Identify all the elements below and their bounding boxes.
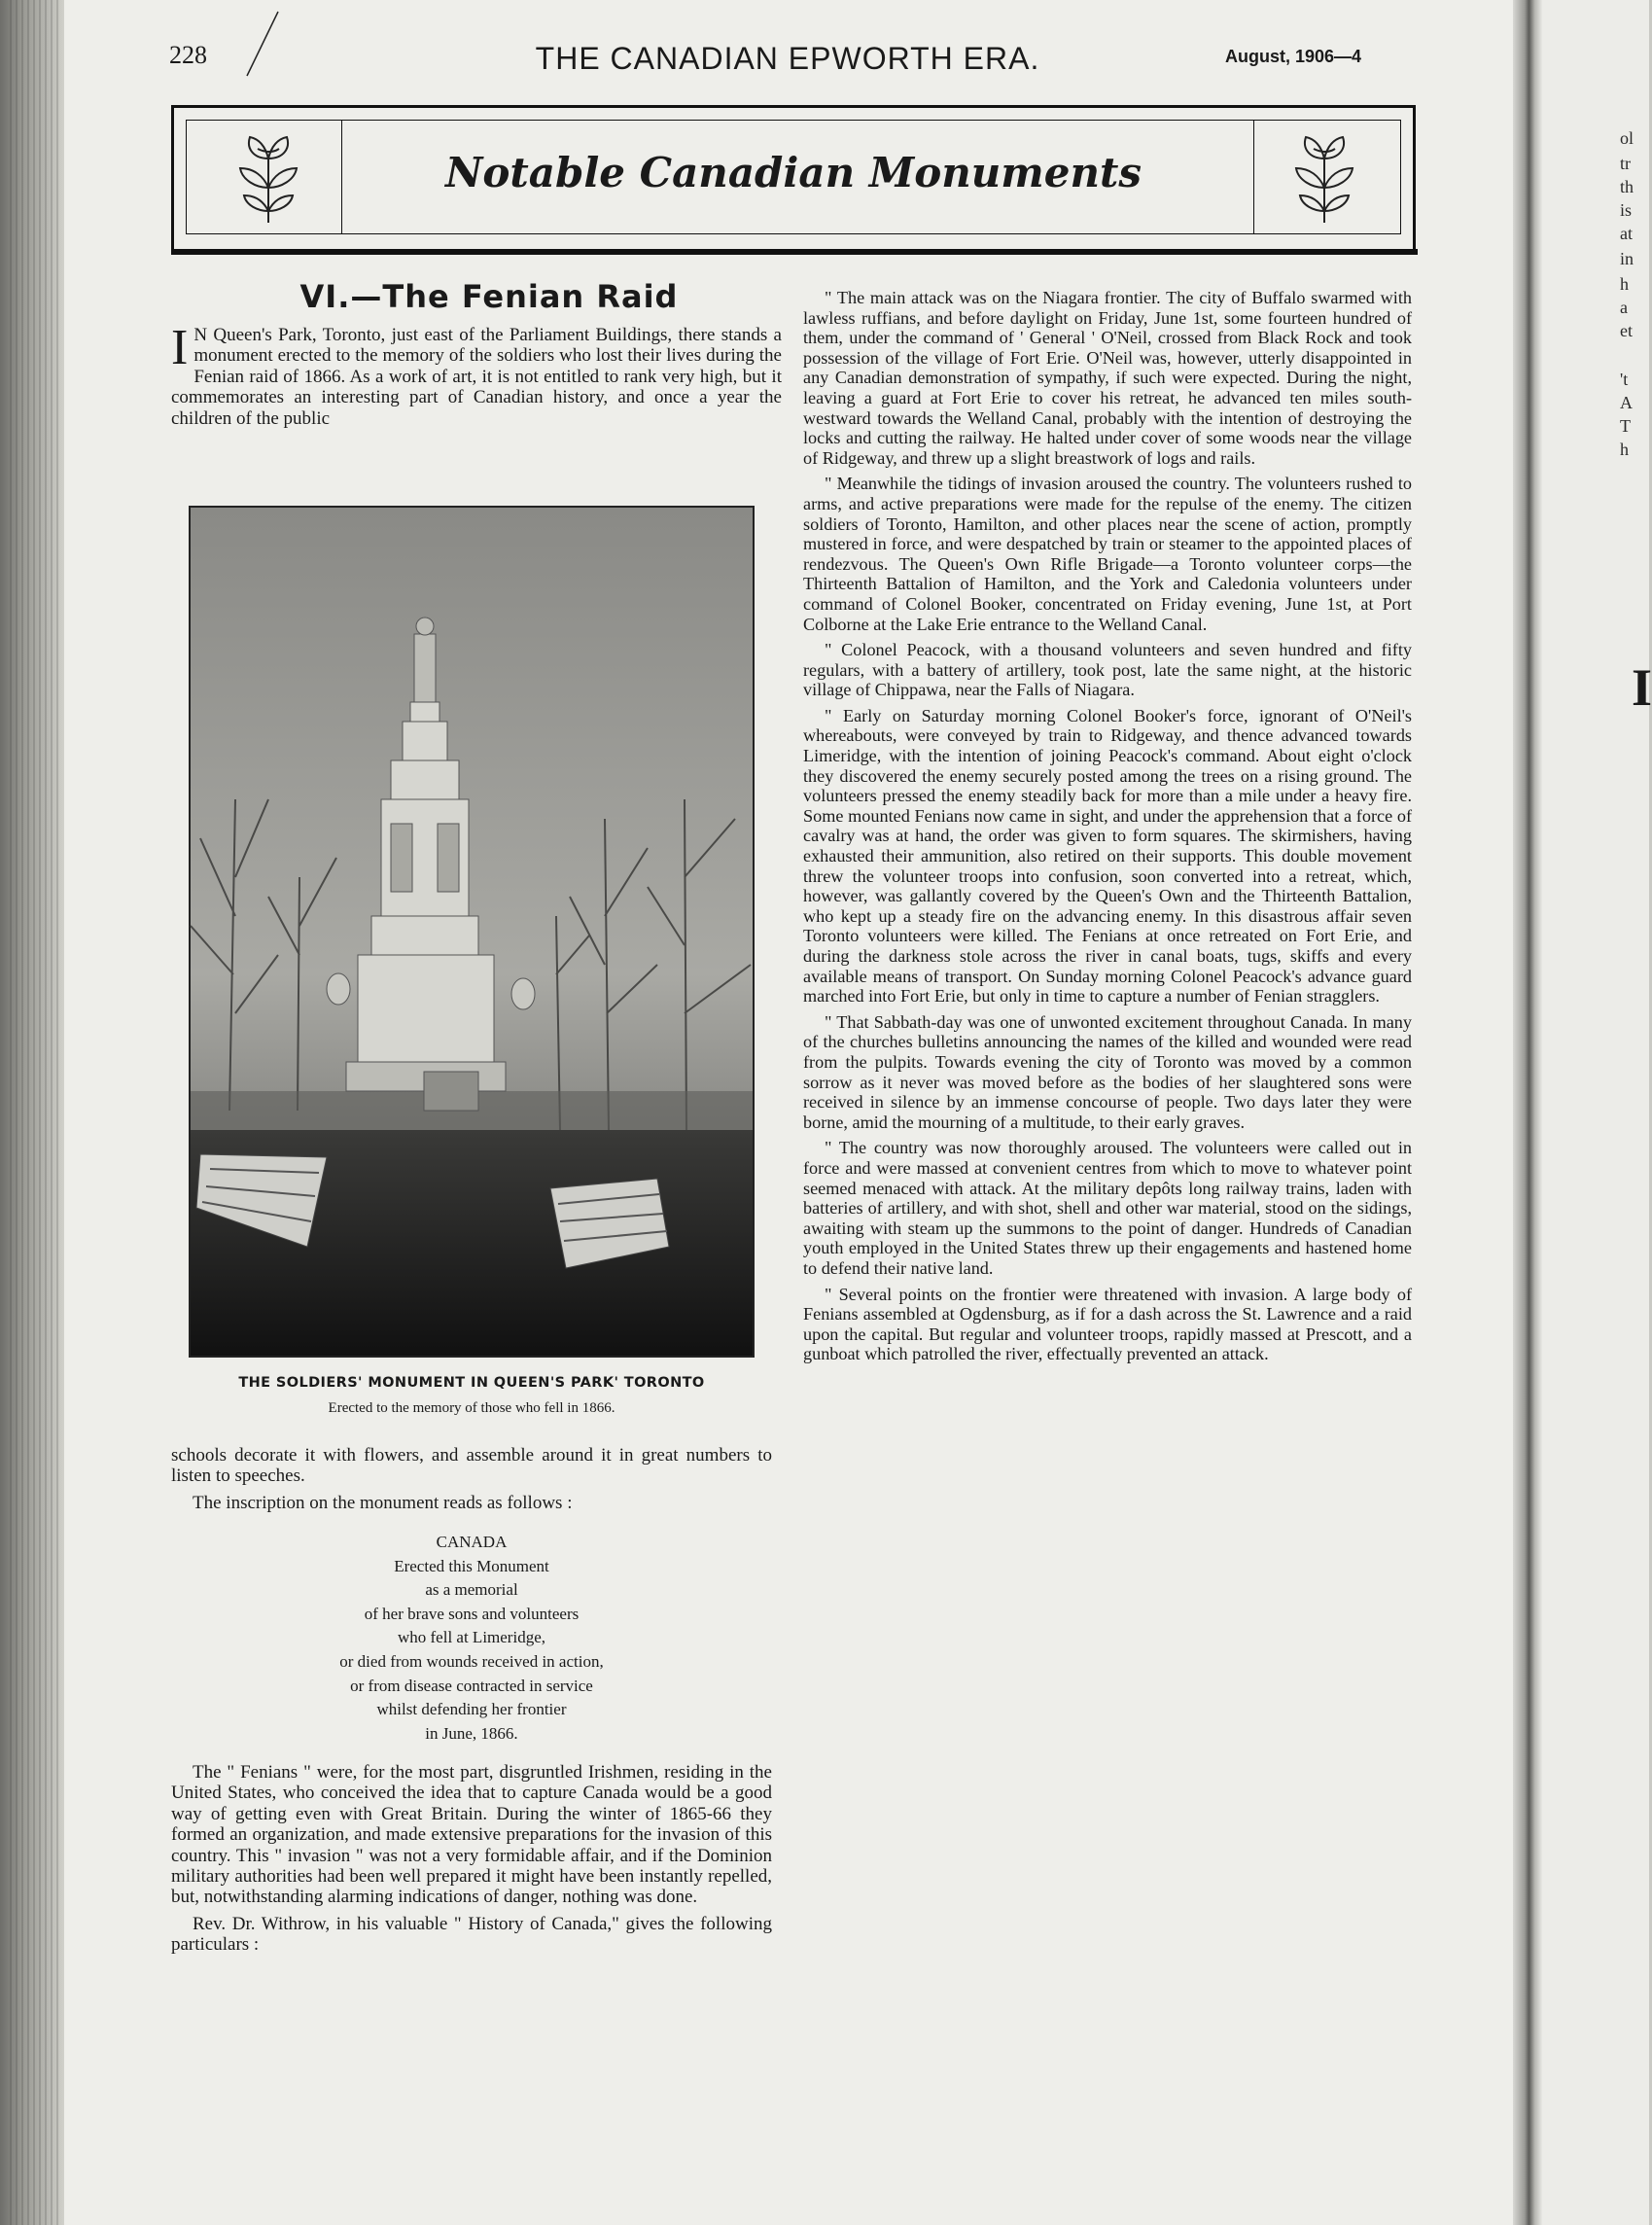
paragraph: The inscription on the monument reads as follows : (193, 1492, 573, 1513)
inscription-line: who fell at Limeridge, (397, 1628, 545, 1647)
inscription-line: of her brave sons and volunteers (364, 1604, 580, 1623)
issue-date: August, 1906—4 (1225, 47, 1362, 66)
section-banner (171, 105, 1416, 253)
facing-page-edge (1542, 0, 1652, 2225)
paragraph: schools decorate it with flowers, and assemble around it in great numbers to listen to speeches. (171, 1445, 772, 1487)
facing-page-fragment: A (1620, 393, 1633, 412)
photo-caption: THE SOLDIERS' MONUMENT IN QUEEN'S PARK' TORONTO (238, 1375, 705, 1391)
facing-page-fragment: h (1620, 274, 1629, 294)
facing-page-fragment: a (1620, 298, 1628, 317)
facing-page-fragment: h (1620, 440, 1629, 459)
drop-cap: I (171, 320, 189, 375)
facing-page-fragment: ol (1620, 128, 1634, 148)
paragraph: " Early on Saturday morning Colonel Booker's force, ignorant of O'Neil's whereabouts, were conveyed by train to Ridgeway, and thence advanced towards Limeridge, with the intention of joining Peacock's command. About eight o'clock they discovered the enemy securely posted among the trees on a rising ground. The volunteers pressed the enemy steadily back for more than a mile under a heavy fire. Some mounted Fenians now came in sight, and under the apprehension that a force of cavalry was at hand, the order was given to form squares. The skirmishers, having exhausted their ammunition, also retired on their supports. This double movement threw the volunteer troops into confusion, soon converted into a retreat, which, however, was gallantly covered by the Queen's Own and the Thirteenth Battalion, who kept up a steady fire on the advancing enemy. In this disastrous affair seven Toronto volunteers were killed. The Fenians at once retreated on Fort Erie, and during the darkness stole across the river in canal boats, tugs, skiffs and every available means of transport. On Sunday morning Colonel Peacock's advance guard marched into Fort Erie, but only in time to capture a number of Fenian stragglers. (803, 705, 1412, 1007)
facing-page-fragment: 't (1620, 370, 1629, 389)
running-title: THE CANADIAN EPWORTH ERA. (535, 41, 1040, 76)
page-gutter (1513, 0, 1542, 2225)
paragraph: " Meanwhile the tidings of invasion aroused the country. The volunteers rushed to arms, and active preparations were made for the repulse of the enemy. The citizen soldiers of Toronto, Hamilton, and other places near the scene of action, promptly mustered in force, and were despatched by train or steamer to the appointed places of rendezvous. The Queen's Own Rifle Brigade—a Toronto volunteer corps—the Thirteenth Battalion of Hamilton, and the York and Caledonia volunteers under command of Colonel Booker, concentrated on Friday evening, June 1st, at Port Colborne at the Lake Erie entrance to the Welland Canal. (803, 474, 1412, 634)
facing-page-fragment: in (1620, 249, 1634, 268)
right-column (803, 288, 1412, 1370)
left-column-history (171, 1762, 772, 1961)
facing-page-fragment: th (1620, 177, 1634, 196)
facing-page-fragment: et (1620, 321, 1633, 340)
banner-title: Notable Canadian Monuments (444, 149, 1142, 196)
paragraph: " The country was now thoroughly aroused. The volunteers were called out in force and were massed at convenient centres from which to move to whatever point seemed menaced with attack. At the military depôts long railway trains, laden with batteries of artillery, and with shot, shell and other war material, stood on the sidings, awaiting with steam up the summons to the point of danger. Hundreds of Canadian youth employed in the United States threw up their engagements and hastened home to defend their native land. (803, 1138, 1412, 1278)
facing-page-fragment: is (1620, 200, 1633, 220)
inscription-line: Erected this Monument (394, 1556, 549, 1575)
left-column-intro (171, 320, 782, 435)
facing-page-fragment: tr (1620, 154, 1631, 173)
inscription-line: whilst defending her frontier (376, 1700, 567, 1719)
intro-paragraph: N Queen's Park, Toronto, just east of the Parliament Buildings, there stands a monument erected to the memory of the soldiers who lost their lives during the Fenian raid of 1866. As a work of art, it is not entitled to rank very high, but it commemorates an interesting part of Canadian history, and once a year the children of the public (171, 325, 782, 429)
facing-page-initial: I (1632, 658, 1652, 717)
inscription-line: as a memorial (425, 1580, 518, 1600)
paragraph: " Several points on the frontier were threatened with invasion. A large body of Fenians assembled at Ogdensburg, as if for a dash across the St. Lawrence and a raid upon the capital. But regular and volunteer troops, rapidly massed at Prescott, and a gunboat which patrolled the river, effectually prevented an attack. (803, 1284, 1412, 1364)
banner-rule (171, 249, 1418, 255)
paragraph: The " Fenians " were, for the most part, disgruntled Irishmen, residing in the United States, who conceived the idea that to capture Canada would be a good way of getting even with Great Britain. During the winter of 1865-66 they formed an organization, and made extensive preparations for the invasion of this country. This " invasion " was not a very formidable affair, and if the Dominion military authorities had been well prepared it might have been instantly repelled, but, notwithstanding alarming indications of danger, nothing was done. (171, 1762, 772, 1908)
inscription-line: or died from wounds received in action, (339, 1651, 604, 1671)
inscription-line: or from disease contracted in service (350, 1676, 593, 1695)
facing-page-fragment: T (1620, 416, 1631, 436)
monument-inscription (173, 1531, 770, 1746)
pen-mark (241, 10, 280, 78)
paragraph: " Colonel Peacock, with a thousand volunteers and seven hundred and fifty regulars, with a battery of artillery, took post, late the same night, at the historic village of Chippawa, near the Falls of Niagara. (803, 640, 1412, 700)
monument-photograph (189, 506, 755, 1358)
inscription-line: CANADA (436, 1533, 508, 1551)
facing-page-fragment: at (1620, 224, 1633, 243)
monument-photo-image (191, 508, 753, 1356)
paragraph: " The main attack was on the Niagara frontier. The city of Buffalo swarmed with lawless ruffians, and before daylight on Friday, June 1st, some fourteen hundred of them, under the command of ' General ' O'Neil, crossed from Black Rock and took possession of the village of Fort Erie. O'Neil was, however, utterly disappointed in any Canadian demonstration of sympathy, if such were expected. During the night, leaving a guard at Fort Erie to cover his retreat, he advanced ten miles south-westward towards the Welland Canal, probably with the intention of destroying the locks and cutting the railway. He halted under cover of some woods near the village of Ridgeway, and threw up a slight breastwork of logs and rails. (803, 288, 1412, 468)
section-title: VI.—The Fenian Raid (299, 278, 679, 315)
paragraph: " That Sabbath-day was one of unwonted excitement throughout Canada. In many of the churches bulletins announcing the names of the killed and wounded were read from the pulpits. Towards evening the city of Toronto was moved by a common sorrow as it never was moved before as the bodies of her slaughtered sons were received in silence by an immense concourse of people. Two days later they were borne, amid the mourning of a multitude, to their early graves. (803, 1011, 1412, 1132)
left-column-continued (171, 1445, 772, 1519)
paragraph: Rev. Dr. Withrow, in his valuable " History of Canada," gives the following particulars : (171, 1913, 772, 1956)
inscription-line: in June, 1866. (425, 1723, 518, 1743)
page-number: 228 (169, 41, 207, 69)
photo-subcaption: Erected to the memory of those who fell in 1866. (328, 1400, 615, 1416)
book-spine (0, 0, 68, 2225)
thistle-ornament-icon (1288, 129, 1360, 227)
